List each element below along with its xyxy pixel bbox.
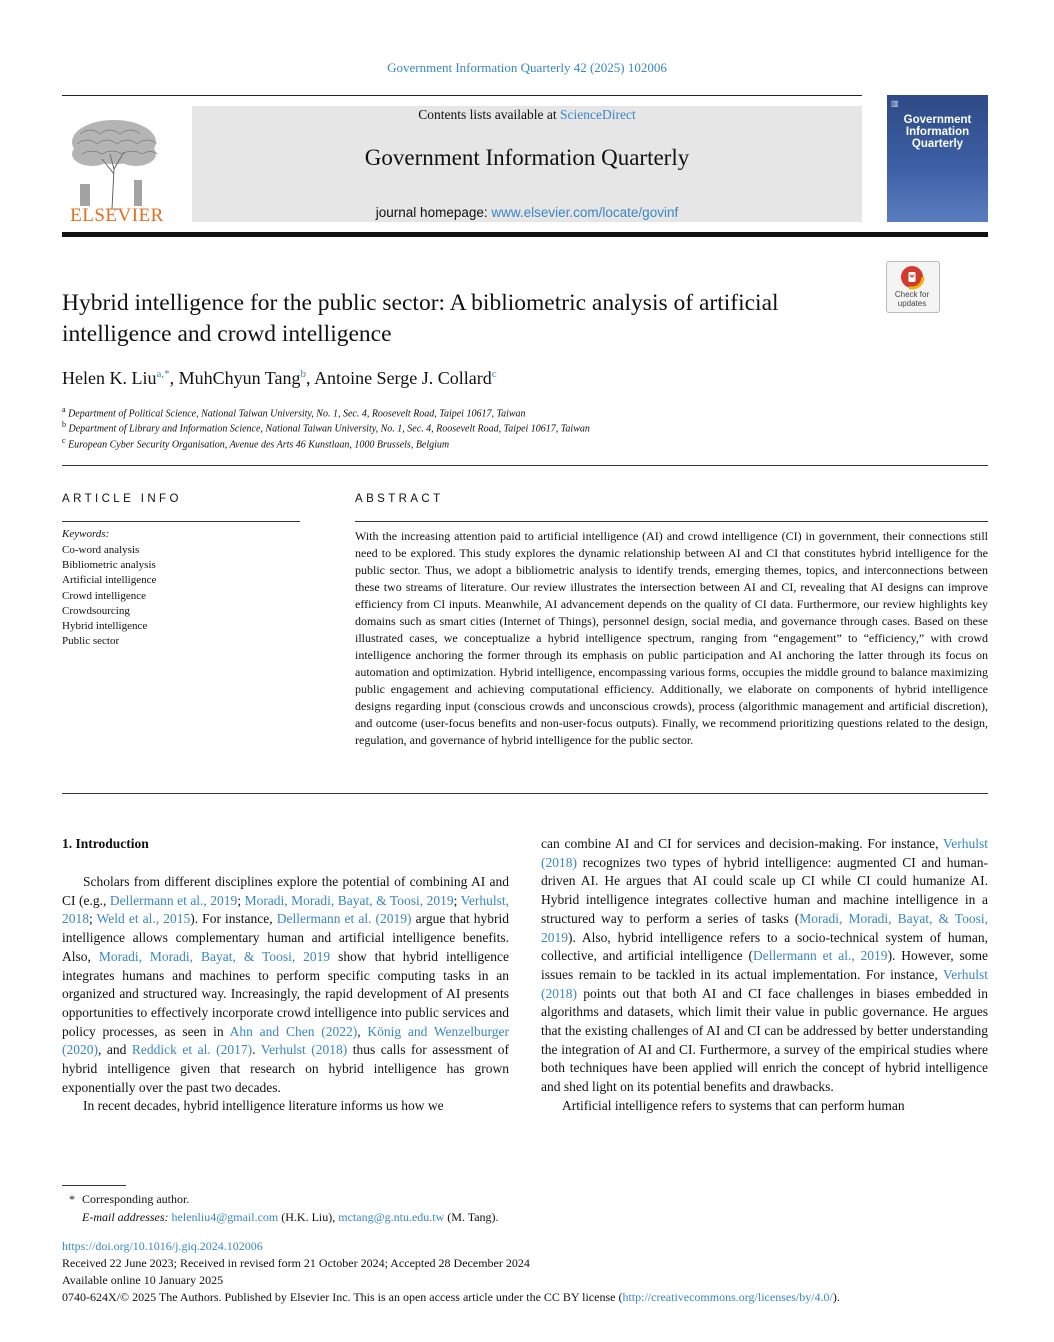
citation-link[interactable]: König and Wenzelburger (2020) — [62, 1023, 509, 1058]
citation-link[interactable]: Moradi, Moradi, Bayat, & Toosi, 2019 — [541, 910, 988, 945]
online-date: Available online 10 January 2025 — [62, 1273, 224, 1287]
citation-link[interactable]: Verhulst (2018) — [260, 1042, 348, 1058]
header-rule — [62, 95, 862, 96]
article-info-heading: ARTICLE INFO — [62, 493, 182, 505]
author-affiliation-mark[interactable]: a,* — [156, 368, 170, 380]
keyword: Public sector — [62, 635, 120, 648]
cover-title-line: Government — [903, 114, 972, 126]
body-text: , — [357, 1023, 368, 1039]
body-text: ; — [453, 892, 461, 908]
check-updates-icon — [899, 264, 925, 290]
affiliation-mark: b — [62, 420, 66, 429]
citation-link[interactable]: Reddick et al. (2017) — [131, 1042, 253, 1058]
email-label: E-mail addresses: — [82, 1209, 172, 1224]
affiliation-mark: a — [62, 405, 66, 414]
affiliation — [62, 436, 962, 450]
body-text: In recent decades, hybrid intelligence literature informs us how we — [83, 1098, 444, 1114]
body-paragraph — [541, 1097, 988, 1116]
email-owner: (M. Tang). — [444, 1209, 499, 1224]
footnote-rule — [62, 1185, 126, 1186]
cover-publisher-mark: ▥ — [891, 99, 899, 108]
author-separator: , — [169, 368, 179, 388]
cover-title — [887, 114, 988, 150]
citation-link[interactable]: Moradi, Moradi, Bayat, & Toosi, 2019 — [98, 948, 331, 964]
body-text: Artificial intelligence refers to systems that can perform human — [562, 1097, 905, 1113]
citation-link[interactable]: Verhulst, 2018 — [62, 892, 509, 927]
affiliation-text: European Cyber Security Organisation, Avenue des Arts 46 Kunstlaan, 1000 Brussels, Belgium — [68, 439, 450, 451]
abstract-heading: ABSTRACT — [355, 493, 444, 505]
journal-title: Government Information Quarterly — [364, 145, 690, 170]
article-info-rule — [62, 521, 300, 522]
body-text: ; — [89, 911, 97, 927]
author-affiliation-mark[interactable]: c — [491, 368, 497, 380]
author-name[interactable]: MuhChyun Tang — [178, 368, 301, 388]
keyword: Bibliometric analysis — [62, 559, 156, 572]
check-updates-line: updates — [897, 298, 927, 308]
footnote — [62, 1191, 499, 1226]
keyword: Co-word analysis — [62, 544, 140, 556]
email-owner: (H.K. Liu), — [278, 1209, 339, 1224]
affiliation — [62, 420, 962, 434]
author-name[interactable]: Antoine Serge J. Collard — [314, 368, 492, 388]
citation-link[interactable]: Moradi, Moradi, Bayat, & Toosi, 2019 — [244, 892, 454, 908]
license-line — [62, 1289, 992, 1306]
header-thick-rule — [62, 232, 988, 237]
affiliation-text: Department of Political Science, National Taiwan University, No. 1, Sec. 4, Roosevelt Road, Taipei 10617, Taiwan — [68, 408, 526, 420]
footnote-star: * — [69, 1192, 75, 1206]
affiliation-text: Department of Library and Information Science, National Taiwan University, No. 1, Sec. 4, Roosevelt Road, Taipei 10617, Taiwan — [68, 423, 590, 435]
body-text: . — [252, 1042, 261, 1058]
citation-link[interactable]: Dellermann et al., 2019 — [109, 892, 238, 908]
body-paragraph — [541, 835, 988, 1097]
publication-info — [62, 1238, 992, 1306]
citation-link[interactable]: Verhulst (2018) — [541, 836, 988, 870]
email-link[interactable]: helenliu4@gmail.com — [171, 1209, 279, 1224]
article-title-line: Hybrid intelligence for the public sector: A bibliometric analysis of artificial — [62, 290, 779, 316]
received-dates: Received 22 June 2023; Received in revised form 21 October 2024; Accepted 28 December 2024 — [62, 1256, 530, 1270]
license-prefix: 0740-624X/© 2025 The Authors. Published by Elsevier Inc. This is an open access article under the CC BY license ( — [62, 1290, 623, 1304]
body-paragraph — [62, 873, 509, 1097]
affiliation — [62, 405, 962, 419]
keyword: Artificial intelligence — [62, 574, 157, 587]
citation-link[interactable]: Dellermann et al. (2019) — [276, 911, 412, 927]
keyword: Crowdsourcing — [62, 604, 130, 617]
keywords-label: Keywords: — [62, 528, 110, 540]
section-rule — [62, 793, 988, 794]
abstract-rule — [355, 521, 988, 522]
body-text: , and — [98, 1042, 132, 1058]
abstract-body: With the increasing attention paid to artificial intelligence (AI) and crowd intelligence (CI) in government, their connections still need to be explored. This study explores the dynamic relationship between AI and CI that constitutes hybrid intelligence for the public sector. Thus, we adopt a bibliometric analysis to identify trends, emerging themes, topics, and interconnections between these two streams of literature. Our review illustrates the intersection between AI and CI, revealing that AI designs can improve efficiency from CI inputs. Meanwhile, AI advancement depends on the quality of CI data. Furthermore, our review highlights key domains such as smart cities (Internet of Things), personnel design, social media, and governance through cases. Based on these illustrated cases, we conceptualize a hybrid intelligence spectrum, ranging from “engagement” to “efficiency,” with crowd intelligence anchoring the former through its emphasis on public participation and AI anchoring the latter through its focus on automation and optimization. Hybrid intelligence, encompassing various forms, occupies the middle ground to balance maximizing public engagement and achieving computational efficiency. Additionally, we elaborate on components of hybrid intelligence designs regarding input (conscious crowds and unconscious crowds), process (algorithmic management and artificial discretion), and outcome (user-focus benefits and non-user-focus outputs). Finally, we recommend prioritizing questions related to the design, regulation, and governance of hybrid intelligence for the public sector. — [355, 529, 988, 747]
affiliation-mark: c — [62, 436, 66, 445]
sciencedirect-link[interactable]: ScienceDirect — [560, 107, 636, 122]
author-separator: , — [306, 368, 315, 388]
license-suffix: ). — [832, 1290, 840, 1304]
body-text: points out that both AI and CI face challenges in biases embedded in algorithms and datasets, which limit their value in public governance. He argues that the existing challenges of AI and CI can be addressed by better understanding the integration of AI and CI. Furthermore, a survey of the empirical studies where both techniques have been applied will enrich the concept of hybrid intelligence and shed light on its potential benefits and drawbacks. — [541, 985, 988, 1095]
citation-link[interactable]: Verhulst (2018) — [541, 966, 988, 1001]
body-text: recognizes two types of hybrid intelligence: augmented CI and human-driven AI. He argues that AI could scale up CI while CI could humanize AI. Hybrid intelligence integrates collective human and machine intelligence in a structured way to perform a series of tasks ( — [541, 854, 988, 926]
body-paragraph — [62, 1097, 509, 1116]
homepage-link[interactable]: www.elsevier.com/locate/govinf — [491, 205, 679, 220]
check-updates-line: Check for — [894, 290, 930, 299]
homepage-prefix: journal homepage: — [375, 205, 492, 220]
cover-title-line: Quarterly — [911, 138, 964, 150]
license-link[interactable]: http://creativecommons.org/licenses/by/4.0/ — [622, 1290, 833, 1304]
check-updates-label — [886, 291, 938, 308]
keyword: Hybrid intelligence — [62, 620, 148, 633]
body-text: argue that hybrid intelligence allows complementary human and artificial intelligence benefits. Also, — [62, 911, 510, 964]
citation-link[interactable]: Dellermann et al., 2019 — [753, 948, 888, 964]
body-column-right — [541, 835, 988, 1116]
keyword-list — [62, 543, 156, 649]
keyword: Crowd intelligence — [62, 589, 147, 602]
body-column-left — [62, 873, 509, 1116]
contents-line — [192, 107, 862, 123]
body-text: ). Also, hybrid intelligence refers to a socio-technical system of human, collective, and artificial intelligence ( — [541, 929, 988, 964]
email-link[interactable]: mctang@g.ntu.edu.tw — [338, 1209, 445, 1224]
corresponding-author-note: Corresponding author. — [82, 1192, 190, 1206]
article-title — [62, 288, 872, 350]
body-text: thus calls for assessment of hybrid intelligence given that research on hybrid intelligence has grown exponentially over the past two decades. — [62, 1042, 509, 1095]
contents-prefix: Contents lists available at — [418, 107, 560, 122]
cover-title-line: Information — [905, 126, 970, 138]
body-text: ; — [237, 892, 245, 908]
body-text: can combine AI and CI for services and decision-making. For instance, — [541, 836, 943, 851]
journal-citation[interactable]: Government Information Quarterly 42 (2025) 102006 — [387, 60, 667, 75]
author-affiliation-mark[interactable]: b — [300, 368, 307, 380]
citation-link[interactable]: Weld et al., 2015 — [96, 911, 191, 927]
body-text: ). For instance, — [190, 911, 277, 927]
doi-link[interactable]: https://doi.org/10.1016/j.giq.2024.102006 — [62, 1239, 263, 1253]
article-title-line: intelligence and crowd intelligence — [62, 321, 392, 347]
body-text: Scholars from different disciplines explore the potential of combining AI and CI (e.g., — [62, 874, 509, 908]
section-heading: 1. Introduction — [62, 836, 149, 851]
body-text: ). However, some issues remain to be tackled in its actual implementation. For instance, — [541, 948, 988, 982]
body-text: show that hybrid intelligence integrates humans and machines to perform specific computing tasks in an organized and structured way. Increasingly, the rapid development of AI presents opportunities to effectively incorporate crowd intelligence into public services and policy processes, as seen in — [62, 948, 509, 1039]
citation-link[interactable]: Ahn and Chen (2022) — [229, 1023, 358, 1039]
section-rule — [62, 465, 988, 466]
author-list — [62, 368, 962, 389]
author-name[interactable]: Helen K. Liu — [62, 368, 157, 388]
homepage-line — [192, 205, 862, 220]
elsevier-wordmark[interactable]: ELSEVIER — [70, 205, 164, 226]
